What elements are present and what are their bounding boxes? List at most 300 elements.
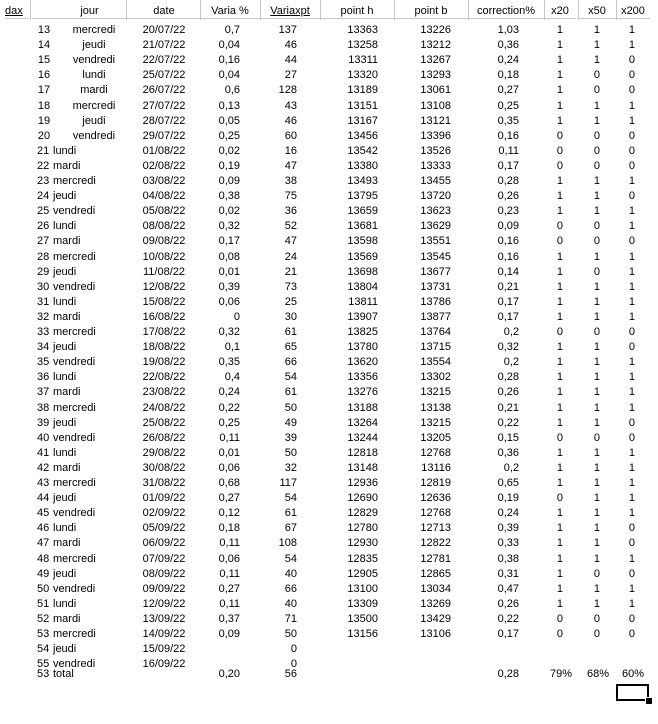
cell-point-h[interactable]: 13264 xyxy=(347,416,378,429)
header-correction[interactable]: correction% xyxy=(468,4,544,19)
cell-point-h[interactable]: 13825 xyxy=(347,326,378,338)
cell-correction[interactable]: 0,16 xyxy=(497,235,519,248)
cell-x50[interactable]: 1 xyxy=(593,295,600,308)
cell-x20[interactable]: 0 xyxy=(556,431,563,444)
cell-point-b[interactable]: 13269 xyxy=(420,597,451,610)
cell-jour[interactable]: jeudi xyxy=(82,39,106,52)
cell-dax[interactable]: 18 xyxy=(37,99,51,112)
cell-jour[interactable]: mardi xyxy=(80,84,108,97)
cell-varia[interactable]: 0,06 xyxy=(218,295,240,308)
cell-date[interactable]: 14/09/22 xyxy=(142,628,186,640)
cell-correction[interactable]: 0,35 xyxy=(497,114,519,127)
cell-x200[interactable]: 1 xyxy=(628,175,635,187)
cell-x200[interactable]: 0 xyxy=(628,144,635,157)
cell-x20[interactable]: 1 xyxy=(556,24,563,36)
cell-jour[interactable]: mercredi xyxy=(53,401,96,414)
cell-variaxpt[interactable]: 46 xyxy=(284,39,297,52)
cell-dax[interactable]: 51 xyxy=(37,597,50,610)
cell-correction[interactable]: 0,21 xyxy=(497,401,519,414)
cell-point-b[interactable]: 13293 xyxy=(420,69,451,82)
cell-point-b[interactable]: 13121 xyxy=(420,114,451,127)
cell-jour[interactable]: vendredi xyxy=(72,129,116,142)
cell-point-h[interactable]: 13907 xyxy=(347,310,378,323)
cell-correction[interactable]: 0,17 xyxy=(497,628,519,640)
cell-point-h[interactable]: 13244 xyxy=(347,431,378,444)
cell-point-b[interactable]: 13267 xyxy=(420,54,451,67)
cell-variaxpt[interactable]: 36 xyxy=(284,205,297,218)
cell-variaxpt[interactable]: 137 xyxy=(278,24,297,36)
cell-x200[interactable]: 1 xyxy=(628,446,635,459)
cell-x200[interactable]: 0 xyxy=(628,235,635,248)
cell-variaxpt[interactable]: 49 xyxy=(284,416,297,429)
cell-date[interactable]: 08/09/22 xyxy=(142,567,186,580)
cell-x20[interactable]: 1 xyxy=(556,295,563,308)
cell-date[interactable]: 02/08/22 xyxy=(142,159,186,172)
cell-variaxpt[interactable]: 54 xyxy=(284,371,297,384)
cell-dax[interactable]: 31 xyxy=(37,295,50,308)
cell-variaxpt[interactable]: 66 xyxy=(284,356,297,369)
cell-x20[interactable] xyxy=(536,642,563,657)
cell-variaxpt[interactable]: 50 xyxy=(284,401,297,414)
cell-jour[interactable]: lundi xyxy=(53,522,77,535)
cell-correction[interactable]: 0,27 xyxy=(497,84,519,97)
cell-point-b[interactable]: 13333 xyxy=(420,159,451,172)
cell-correction[interactable]: 0,22 xyxy=(497,416,519,429)
cell-varia[interactable]: 0,32 xyxy=(218,326,240,338)
cell-point-b[interactable]: 13226 xyxy=(420,24,451,36)
cell-date[interactable]: 07/09/22 xyxy=(142,552,186,565)
cell-variaxpt[interactable]: 50 xyxy=(284,446,297,459)
cell-dax[interactable]: 46 xyxy=(37,522,50,535)
total-varia[interactable]: 0,20 xyxy=(218,668,240,680)
cell-x20[interactable]: 0 xyxy=(556,220,563,233)
cell-x50[interactable]: 1 xyxy=(593,250,600,263)
cell-x20[interactable]: 1 xyxy=(556,386,563,399)
cell-point-b[interactable]: 13205 xyxy=(420,431,451,444)
cell-jour[interactable]: lundi xyxy=(53,144,77,157)
cell-varia[interactable]: 0 xyxy=(233,310,240,323)
cell-varia[interactable]: 0,35 xyxy=(218,356,240,369)
cell-dax[interactable]: 54 xyxy=(37,643,50,656)
cell-point-b[interactable]: 13034 xyxy=(420,582,451,595)
header-point-h[interactable]: point h xyxy=(320,4,394,19)
cell-variaxpt[interactable]: 65 xyxy=(284,341,297,354)
cell-varia[interactable]: 0,27 xyxy=(218,582,240,595)
cell-x20[interactable]: 1 xyxy=(556,39,563,52)
cell-point-h[interactable]: 12818 xyxy=(347,446,378,459)
cell-jour[interactable]: jeudi xyxy=(53,190,77,203)
cell-x200[interactable]: 0 xyxy=(628,431,635,444)
cell-x20[interactable]: 1 xyxy=(556,461,563,474)
cell-x50[interactable]: 1 xyxy=(593,310,600,323)
cell-dax[interactable]: 27 xyxy=(37,235,50,248)
cell-dax[interactable]: 53 xyxy=(37,628,50,640)
cell-date[interactable]: 24/08/22 xyxy=(142,401,186,414)
cell-x20[interactable]: 1 xyxy=(556,567,563,580)
header-x50[interactable]: x50 xyxy=(578,4,616,19)
cell-dax[interactable]: 14 xyxy=(37,39,51,52)
cell-date[interactable]: 27/07/22 xyxy=(142,99,186,112)
cell-variaxpt[interactable]: 54 xyxy=(284,492,297,505)
cell-varia[interactable]: 0,08 xyxy=(218,250,240,263)
cell-varia[interactable]: 0,13 xyxy=(218,99,240,112)
cell-x50[interactable]: 1 xyxy=(593,54,600,67)
cell-x20[interactable]: 1 xyxy=(556,341,563,354)
cell-x50[interactable]: 0 xyxy=(593,69,600,82)
cell-varia[interactable] xyxy=(200,642,240,657)
cell-point-b[interactable]: 13212 xyxy=(420,39,451,52)
cell-point-b[interactable]: 12636 xyxy=(420,492,451,505)
cell-variaxpt[interactable]: 73 xyxy=(284,280,297,293)
cell-point-b[interactable]: 13138 xyxy=(420,401,451,414)
cell-x20[interactable]: 1 xyxy=(556,416,563,429)
cell-point-b[interactable]: 13786 xyxy=(420,295,451,308)
cell-dax[interactable]: 40 xyxy=(37,431,50,444)
cell-varia[interactable]: 0,24 xyxy=(218,386,240,399)
cell-variaxpt[interactable]: 43 xyxy=(284,99,297,112)
cell-jour[interactable]: vendredi xyxy=(53,507,96,520)
cell-dax[interactable]: 48 xyxy=(37,552,50,565)
cell-varia[interactable]: 0,1 xyxy=(224,341,240,354)
cell-x20[interactable]: 1 xyxy=(556,69,563,82)
cell-jour[interactable]: mercredi xyxy=(53,250,96,263)
cell-varia[interactable]: 0,06 xyxy=(218,552,240,565)
total-variaxpt[interactable]: 56 xyxy=(284,668,297,680)
cell-correction[interactable]: 0,2 xyxy=(503,461,519,474)
cell-date[interactable]: 16/08/22 xyxy=(142,310,186,323)
cell-variaxpt[interactable]: 32 xyxy=(284,461,297,474)
cell-x200[interactable]: 0 xyxy=(628,190,635,203)
cell-x50[interactable]: 1 xyxy=(593,537,600,550)
cell-dax[interactable]: 17 xyxy=(37,84,51,97)
header-x200[interactable]: x200 xyxy=(616,4,650,19)
header-jour[interactable]: jour xyxy=(32,4,147,19)
cell-point-h[interactable]: 13356 xyxy=(347,371,378,384)
cell-dax[interactable]: 32 xyxy=(37,310,50,323)
cell-varia[interactable]: 0,01 xyxy=(218,265,240,278)
cell-date[interactable]: 13/09/22 xyxy=(142,612,186,625)
cell-jour[interactable]: jeudi xyxy=(53,265,77,278)
cell-x200[interactable]: 0 xyxy=(628,537,635,550)
cell-varia[interactable]: 0,7 xyxy=(224,24,240,36)
cell-x20[interactable]: 0 xyxy=(556,628,563,640)
cell-date[interactable]: 25/07/22 xyxy=(142,69,186,82)
cell-jour[interactable]: lundi xyxy=(53,446,77,459)
cell-date[interactable]: 05/09/22 xyxy=(142,522,186,535)
cell-x20[interactable]: 1 xyxy=(556,310,563,323)
cell-point-h[interactable]: 12936 xyxy=(347,477,378,489)
cell-jour[interactable]: jeudi xyxy=(53,341,77,354)
cell-x20[interactable]: 1 xyxy=(556,582,563,595)
cell-jour[interactable]: mercredi xyxy=(53,477,96,489)
cell-x20[interactable]: 1 xyxy=(556,537,563,550)
cell-x20[interactable]: 1 xyxy=(556,446,563,459)
cell-dax[interactable]: 24 xyxy=(37,190,50,203)
cell-date[interactable]: 11/08/22 xyxy=(142,265,185,278)
cell-x200[interactable]: 1 xyxy=(628,24,635,36)
cell-variaxpt[interactable]: 46 xyxy=(284,114,297,127)
cell-point-h[interactable]: 13804 xyxy=(347,280,378,293)
cell-x20[interactable]: 1 xyxy=(556,190,563,203)
cell-x50[interactable]: 1 xyxy=(593,341,600,354)
cell-point-h[interactable]: 12930 xyxy=(347,537,378,550)
cell-varia[interactable]: 0,18 xyxy=(218,522,240,535)
cell-correction[interactable]: 0,23 xyxy=(497,205,519,218)
cell-jour[interactable]: lundi xyxy=(53,597,77,610)
cell-x20[interactable]: 1 xyxy=(556,205,563,218)
cell-correction[interactable]: 0,25 xyxy=(497,99,519,112)
cell-point-b[interactable]: 12819 xyxy=(420,477,451,489)
cell-date[interactable]: 26/07/22 xyxy=(142,84,186,97)
cell-jour[interactable]: vendredi xyxy=(53,280,96,293)
cell-dax[interactable]: 52 xyxy=(37,612,50,625)
cell-x20[interactable]: 1 xyxy=(556,371,563,384)
cell-x50[interactable]: 1 xyxy=(593,597,600,610)
cell-variaxpt[interactable]: 61 xyxy=(284,507,297,520)
cell-varia[interactable]: 0,38 xyxy=(218,190,240,203)
cell-date[interactable]: 20/07/22 xyxy=(142,24,186,36)
cell-jour[interactable]: jeudi xyxy=(53,643,77,656)
cell-point-h[interactable]: 13380 xyxy=(347,159,378,172)
cell-jour[interactable]: lundi xyxy=(53,295,77,308)
cell-variaxpt[interactable]: 128 xyxy=(278,84,297,97)
cell-point-b[interactable]: 13396 xyxy=(420,129,451,142)
cell-variaxpt[interactable]: 47 xyxy=(284,235,297,248)
cell-dax[interactable]: 28 xyxy=(37,250,50,263)
cell-x50[interactable]: 1 xyxy=(593,386,600,399)
cell-dax[interactable]: 23 xyxy=(37,175,50,187)
cell-variaxpt[interactable]: 61 xyxy=(284,386,297,399)
cell-varia[interactable]: 0,09 xyxy=(218,175,240,187)
cell-dax[interactable]: 26 xyxy=(37,220,50,233)
cell-point-b[interactable]: 12865 xyxy=(420,567,451,580)
cell-varia[interactable]: 0,4 xyxy=(224,371,240,384)
cell-varia[interactable]: 0,01 xyxy=(218,446,240,459)
cell-variaxpt[interactable]: 50 xyxy=(284,628,297,640)
cell-point-h[interactable]: 13156 xyxy=(347,628,378,640)
cell-x200[interactable]: 0 xyxy=(628,54,635,67)
cell-x50[interactable]: 1 xyxy=(593,99,600,112)
cell-variaxpt[interactable]: 117 xyxy=(279,477,297,489)
cell-x20[interactable]: 1 xyxy=(556,356,563,369)
cell-variaxpt[interactable]: 0 xyxy=(290,658,297,671)
cell-x20[interactable]: 1 xyxy=(556,114,563,127)
cell-jour[interactable]: vendredi xyxy=(53,205,96,218)
total-dax[interactable]: 53 xyxy=(37,668,50,680)
cell-varia[interactable]: 0,02 xyxy=(218,205,240,218)
cell-x200[interactable]: 0 xyxy=(628,69,635,82)
cell-jour[interactable]: lundi xyxy=(53,371,77,384)
cell-x200[interactable]: 0 xyxy=(628,326,635,338)
cell-correction[interactable]: 0,39 xyxy=(497,522,519,535)
cell-dax[interactable]: 16 xyxy=(37,69,51,82)
cell-correction[interactable]: 0,36 xyxy=(497,39,519,52)
cell-dax[interactable]: 13 xyxy=(37,24,51,36)
cell-point-h[interactable]: 13698 xyxy=(347,265,378,278)
cell-variaxpt[interactable]: 71 xyxy=(284,612,297,625)
cell-date[interactable]: 12/09/22 xyxy=(142,597,186,610)
cell-correction[interactable]: 0,47 xyxy=(497,582,519,595)
cell-date[interactable]: 22/08/22 xyxy=(142,371,186,384)
cell-varia[interactable]: 0,09 xyxy=(218,628,240,640)
cell-x200[interactable]: 1 xyxy=(628,220,635,233)
cell-x20[interactable]: 0 xyxy=(556,612,563,625)
cell-point-h[interactable]: 13681 xyxy=(347,220,378,233)
cell-x200[interactable]: 1 xyxy=(628,597,635,610)
cell-dax[interactable]: 15 xyxy=(37,54,51,67)
cell-x20[interactable]: 1 xyxy=(556,84,563,97)
cell-correction[interactable]: 0,24 xyxy=(497,507,519,520)
cell-jour[interactable]: mardi xyxy=(53,537,81,550)
cell-dax[interactable]: 35 xyxy=(37,356,50,369)
total-x50[interactable]: 68% xyxy=(586,668,609,680)
cell-x50[interactable]: 0 xyxy=(593,265,600,278)
cell-x20[interactable]: 1 xyxy=(556,280,563,293)
cell-correction[interactable]: 0,36 xyxy=(497,446,519,459)
cell-varia[interactable]: 0,02 xyxy=(218,144,240,157)
cell-x200[interactable]: 1 xyxy=(628,492,635,505)
cell-correction[interactable]: 1,03 xyxy=(497,24,519,36)
cell-point-h[interactable]: 13363 xyxy=(347,24,378,36)
cell-variaxpt[interactable]: 39 xyxy=(284,431,297,444)
header-x20[interactable]: x20 xyxy=(544,4,576,19)
cell-dax[interactable]: 44 xyxy=(37,492,50,505)
cell-point-b[interactable]: 12768 xyxy=(420,446,451,459)
cell-point-b[interactable]: 13677 xyxy=(420,265,451,278)
cell-jour[interactable]: vendredi xyxy=(53,431,96,444)
cell-x200[interactable]: 1 xyxy=(628,582,635,595)
cell-jour[interactable]: mardi xyxy=(53,310,81,323)
cell-x50[interactable]: 0 xyxy=(593,84,600,97)
cell-correction[interactable]: 0,2 xyxy=(503,326,519,338)
cell-x50[interactable]: 0 xyxy=(593,129,600,142)
cell-varia[interactable]: 0,12 xyxy=(218,507,240,520)
cell-x50[interactable]: 1 xyxy=(593,39,600,52)
cell-point-b[interactable]: 13215 xyxy=(420,416,451,429)
cell-x50[interactable]: 1 xyxy=(593,280,600,293)
cell-point-h[interactable]: 12905 xyxy=(347,567,378,580)
cell-varia[interactable]: 0,19 xyxy=(218,159,240,172)
cell-correction[interactable]: 0,16 xyxy=(497,129,519,142)
cell-varia[interactable]: 0,22 xyxy=(218,401,240,414)
header-date[interactable]: date xyxy=(128,4,200,19)
cell-correction[interactable]: 0,26 xyxy=(497,190,519,203)
cell-variaxpt[interactable]: 75 xyxy=(284,190,297,203)
cell-x200[interactable]: 1 xyxy=(628,507,635,520)
cell-point-b[interactable]: 13715 xyxy=(420,341,451,354)
cell-point-h[interactable]: 12780 xyxy=(347,522,378,535)
cell-x50[interactable]: 0 xyxy=(593,612,600,625)
cell-variaxpt[interactable]: 108 xyxy=(278,537,297,550)
cell-x200[interactable]: 1 xyxy=(628,205,635,218)
cell-x20[interactable]: 1 xyxy=(556,597,563,610)
cell-jour[interactable]: mercredi xyxy=(53,628,96,640)
cell-date[interactable]: 01/09/22 xyxy=(142,492,186,505)
cell-varia[interactable]: 0,04 xyxy=(218,69,240,82)
cell-point-b[interactable]: 13116 xyxy=(421,461,451,474)
cell-varia[interactable]: 0,37 xyxy=(218,612,240,625)
cell-variaxpt[interactable]: 27 xyxy=(284,69,297,82)
cell-varia[interactable]: 0,11 xyxy=(219,537,240,550)
cell-x200[interactable]: 1 xyxy=(628,310,635,323)
header-dax[interactable]: dax xyxy=(5,4,29,19)
cell-correction[interactable]: 0,15 xyxy=(497,431,519,444)
header-variaxpt[interactable]: Variaxpt xyxy=(260,4,320,19)
cell-point-h[interactable]: 13167 xyxy=(347,114,378,127)
cell-variaxpt[interactable]: 60 xyxy=(284,129,297,142)
cell-correction[interactable]: 0,32 xyxy=(497,341,519,354)
cell-jour[interactable]: vendredi xyxy=(53,356,96,369)
cell-correction[interactable]: 0,26 xyxy=(497,386,519,399)
total-correction[interactable]: 0,28 xyxy=(497,668,519,680)
total-x20[interactable]: 79% xyxy=(549,668,572,680)
cell-variaxpt[interactable]: 25 xyxy=(284,295,297,308)
cell-dax[interactable]: 41 xyxy=(37,446,50,459)
cell-correction[interactable]: 0,24 xyxy=(497,54,519,67)
cell-correction[interactable]: 0,17 xyxy=(497,310,519,323)
cell-correction[interactable]: 0,65 xyxy=(497,477,519,489)
cell-dax[interactable]: 30 xyxy=(37,280,50,293)
cell-point-h[interactable]: 13276 xyxy=(347,386,378,399)
cell-jour[interactable]: mardi xyxy=(53,461,81,474)
cell-variaxpt[interactable]: 44 xyxy=(284,54,297,67)
cell-date[interactable]: 12/08/22 xyxy=(142,280,186,293)
cell-x200[interactable]: 1 xyxy=(628,295,635,308)
fill-handle[interactable] xyxy=(645,697,653,705)
cell-x200[interactable]: 0 xyxy=(628,522,635,535)
cell-varia[interactable]: 0,68 xyxy=(218,477,240,489)
cell-point-b[interactable]: 13429 xyxy=(420,612,451,625)
cell-jour[interactable]: mardi xyxy=(53,612,81,625)
cell-x50[interactable]: 0 xyxy=(593,220,600,233)
cell-date[interactable]: 16/09/22 xyxy=(142,658,186,671)
cell-x50[interactable]: 0 xyxy=(593,628,600,640)
cell-x200[interactable]: 0 xyxy=(628,567,635,580)
cell-x50[interactable]: 1 xyxy=(593,552,600,565)
cell-jour[interactable]: lundi xyxy=(53,220,77,233)
cell-varia[interactable]: 0,27 xyxy=(218,492,240,505)
cell-dax[interactable]: 49 xyxy=(37,567,50,580)
cell-correction[interactable]: 0,28 xyxy=(497,175,519,187)
cell-point-b[interactable]: 13302 xyxy=(420,371,451,384)
cell-date[interactable]: 03/08/22 xyxy=(142,175,186,187)
cell-point-b[interactable]: 13545 xyxy=(420,250,451,263)
cell-date[interactable]: 19/08/22 xyxy=(142,356,186,369)
cell-correction[interactable]: 0,09 xyxy=(497,220,519,233)
cell-date[interactable]: 02/09/22 xyxy=(142,507,186,520)
cell-x200[interactable]: 0 xyxy=(628,416,635,429)
cell-point-h[interactable]: 13148 xyxy=(347,461,378,474)
cell-x200[interactable]: 1 xyxy=(628,401,635,414)
cell-dax[interactable]: 36 xyxy=(37,371,50,384)
cell-correction[interactable]: 0,21 xyxy=(497,280,519,293)
cell-point-b[interactable]: 12781 xyxy=(420,552,451,565)
cell-point-h[interactable]: 12829 xyxy=(347,507,378,520)
cell-point-h[interactable]: 13500 xyxy=(347,612,378,625)
cell-point-h[interactable]: 13456 xyxy=(347,129,378,142)
cell-x20[interactable]: 0 xyxy=(556,492,563,505)
cell-point-h[interactable]: 13493 xyxy=(347,175,378,187)
cell-correction[interactable]: 0,17 xyxy=(497,295,519,308)
cell-date[interactable]: 06/09/22 xyxy=(142,537,186,550)
cell-x50[interactable]: 1 xyxy=(593,477,600,489)
total-label[interactable]: total xyxy=(53,668,74,680)
cell-x200[interactable]: 1 xyxy=(628,461,635,474)
cell-dax[interactable]: 55 xyxy=(37,658,50,671)
cell-point-b[interactable]: 13720 xyxy=(420,190,451,203)
cell-x20[interactable]: 0 xyxy=(556,129,563,142)
cell-x200[interactable]: 0 xyxy=(628,341,635,354)
